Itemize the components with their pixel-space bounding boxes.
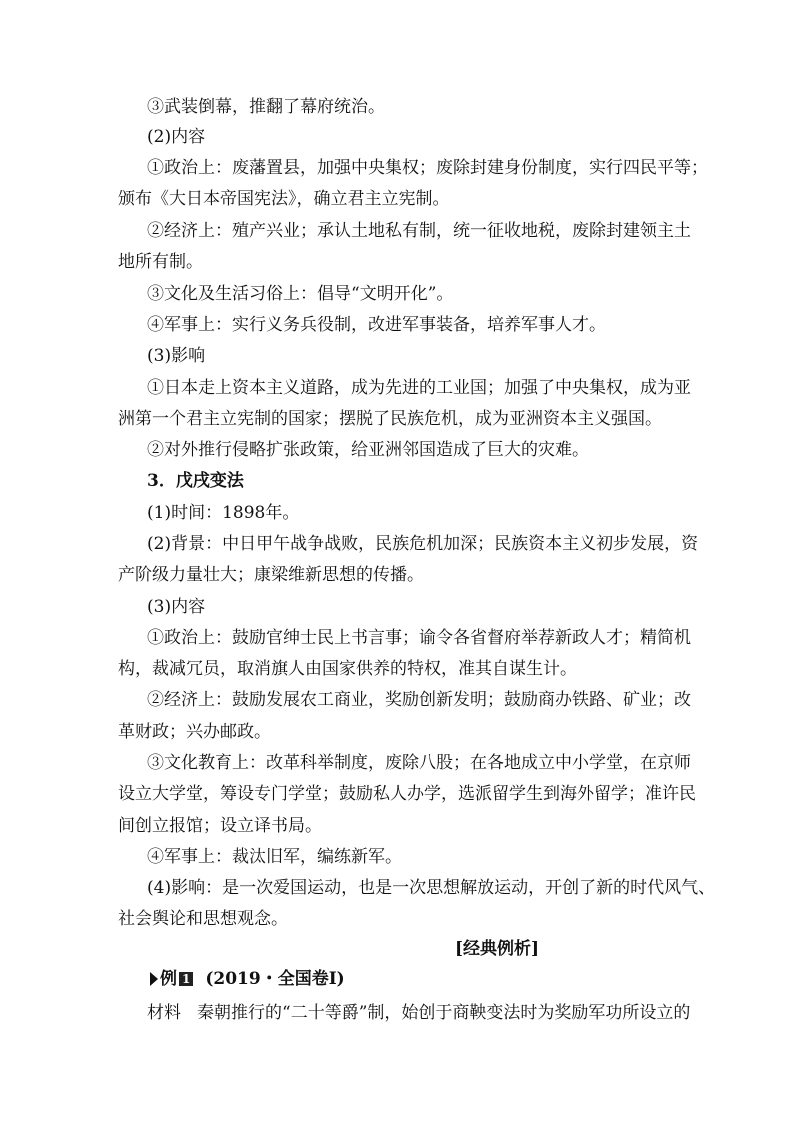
example-heading (150, 968, 676, 990)
text-line: 地所有制。 (118, 252, 203, 272)
text-line: ①政治上：鼓励官绅士民上书言事；谕令各省督府举荐新政人才；精简机 (147, 628, 691, 648)
text-line: ①日本走上资本主义道路，成为先进的工业国；加强了中央集权，成为亚 (147, 378, 691, 398)
example-tag (150, 968, 193, 990)
example-label: 例 (160, 969, 177, 989)
example-source: (2019・全国卷Ⅰ) (205, 969, 345, 989)
text-line: ②对外推行侵略扩张政策，给亚洲邻国造成了巨大的灾难。 (147, 440, 589, 460)
section-heading: 3．戊戌变法 (147, 471, 244, 491)
text-line: 构，裁减冗员，取消旗人由国家供养的特权，准其自谋生计。 (118, 659, 577, 679)
subheading: (3)影响 (147, 346, 206, 366)
text-line: 间创立报馆；设立译书局。 (118, 816, 322, 836)
text-line: 设立大学堂，筹设专门学堂；鼓励私人办学，选派留学生到海外留学；准许民 (118, 784, 696, 804)
material-line (147, 1002, 691, 1024)
text-line: ③文化及生活习俗上：倡导“文明开化”。 (147, 284, 454, 304)
example-number: 1 (179, 972, 193, 986)
text-line: ③武装倒幕，推翻了幕府统治。 (147, 97, 385, 117)
text-line: ②经济上：殖产兴业；承认土地私有制，统一征收地税，废除封建领主土 (147, 221, 691, 241)
text-line: (2)背景：中日甲午战争战败，民族危机加深；民族资本主义初步发展，资 (147, 534, 699, 554)
triangle-icon (150, 972, 158, 986)
subheading: (3)内容 (147, 597, 206, 617)
text-line: ③文化教育上：改革科举制度，废除八股；在各地成立中小学堂，在京师 (147, 753, 691, 773)
text-line: (1)时间：1898年。 (147, 503, 300, 523)
subheading: (2)内容 (147, 127, 206, 147)
text-line: 颁布《大日本帝国宪法》，确立君主立宪制。 (118, 189, 450, 209)
text-line: 革财政；兴办邮政。 (118, 722, 271, 742)
text-line: (4)影响：是一次爱国运动，也是一次思想解放运动，开创了新的时代风气、 (147, 878, 716, 898)
section-header: [经典例析] (454, 939, 540, 959)
text-line: 洲第一个君主立宪制的国家；摆脱了民族危机，成为亚洲资本主义强国。 (118, 409, 662, 429)
material-label: 材料 (147, 1003, 181, 1023)
text-line: ②经济上：鼓励发展农工商业，奖励创新发明；鼓励商办铁路、矿业；改 (147, 690, 691, 710)
material-text: 秦朝推行的“二十等爵”制，始创于商鞅变法时为奖励军功所设立的 (197, 1003, 691, 1023)
text-line: ④军事上：实行义务兵役制，改进军事装备，培养军事人才。 (147, 315, 606, 335)
text-line: 社会舆论和思想观念。 (118, 909, 288, 929)
text-line: 产阶级力量壮大；康梁维新思想的传播。 (118, 565, 424, 585)
text-line: ④军事上：裁汰旧军，编练新军。 (147, 847, 402, 867)
text-line: ①政治上：废藩置县，加强中央集权；废除封建身份制度，实行四民平等； (147, 158, 708, 178)
